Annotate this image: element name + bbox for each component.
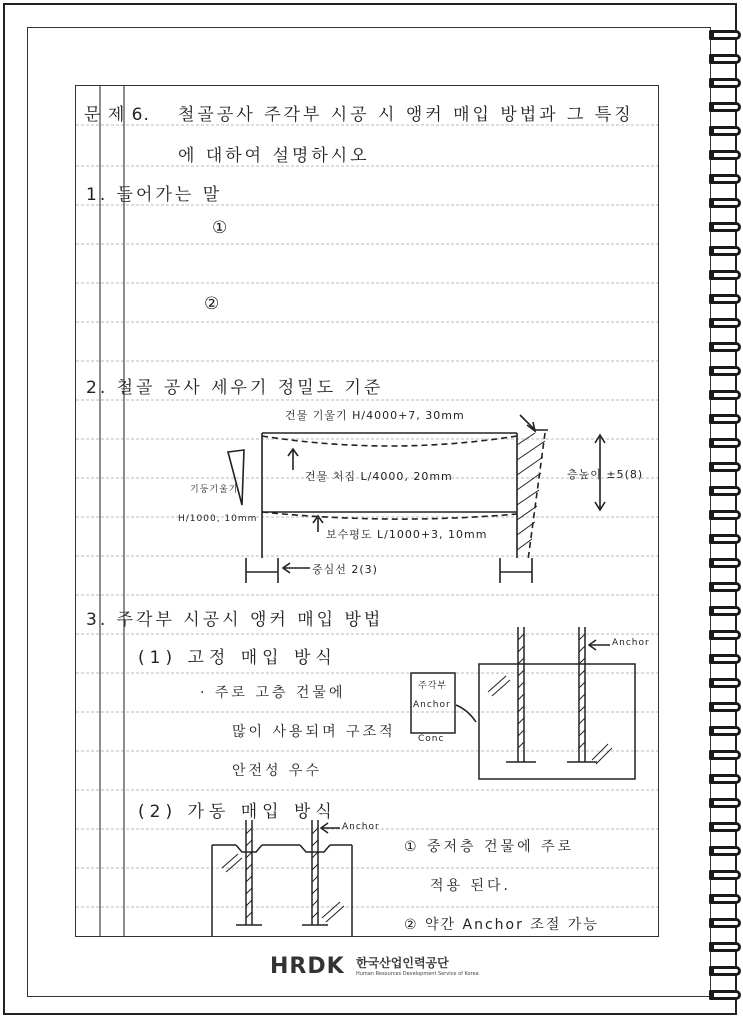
question-number: 문 제 6. bbox=[84, 105, 150, 125]
org-name: 한국산업인력공단 bbox=[356, 956, 449, 970]
label-column-tilt: 기둥기울기 bbox=[190, 485, 239, 495]
label-box-top: 주각부 bbox=[418, 681, 448, 691]
label-anchor-movable: Anchor bbox=[342, 822, 380, 832]
section1-item2: ② bbox=[204, 294, 221, 314]
label-box-mid: Anchor bbox=[413, 700, 451, 710]
section3-heading: 3. 주각부 시공시 앵커 매입 방법 bbox=[86, 610, 384, 630]
method2-title: (2) 가동 매입 방식 bbox=[138, 802, 337, 822]
method2-point2: ② 약간 Anchor 조절 가능 bbox=[404, 917, 599, 933]
label-building-tilt: 건물 기울기 H/4000+7, 30mm bbox=[285, 409, 465, 422]
method1-line3: 안전성 우수 bbox=[232, 763, 323, 779]
label-anchor-fixed: Anchor bbox=[612, 638, 650, 648]
label-column-tilt-value: H/1000, 10mm bbox=[178, 514, 258, 524]
section1-item1: ① bbox=[212, 218, 229, 238]
method1-line2: 많이 사용되며 구조적 bbox=[232, 724, 396, 740]
section1-heading: 1. 들어가는 말 bbox=[86, 185, 223, 205]
section2-heading: 2. 철골 공사 세우기 정밀도 기준 bbox=[86, 378, 384, 398]
hrdk-logo: HRDK bbox=[270, 954, 345, 979]
footer-logo bbox=[270, 952, 480, 982]
label-box-bottom: Conc bbox=[418, 734, 445, 744]
label-floor-height: 층높이 ±5(8) bbox=[567, 468, 644, 481]
method2-point1: ① 중저층 건물에 주로 bbox=[404, 839, 575, 855]
method1-title: (1) 고정 매입 방식 bbox=[138, 648, 337, 668]
question-title-line1: 철골공사 주각부 시공 시 앵커 매입 방법과 그 특징 bbox=[178, 105, 634, 125]
label-center-line: 중심선 2(3) bbox=[312, 563, 378, 576]
method1-line1: · 주로 고층 건물에 bbox=[200, 685, 346, 701]
method2-point1b: 적용 된다. bbox=[430, 878, 511, 894]
question-title-line2: 에 대하여 설명하시오 bbox=[178, 146, 370, 166]
org-subtitle: Human Resources Development Service of Korea bbox=[356, 971, 479, 977]
label-building-bend: 건물 처짐 L/4000, 20mm bbox=[305, 470, 453, 483]
label-beam-level: 보수평도 L/1000+3, 10mm bbox=[326, 528, 488, 541]
